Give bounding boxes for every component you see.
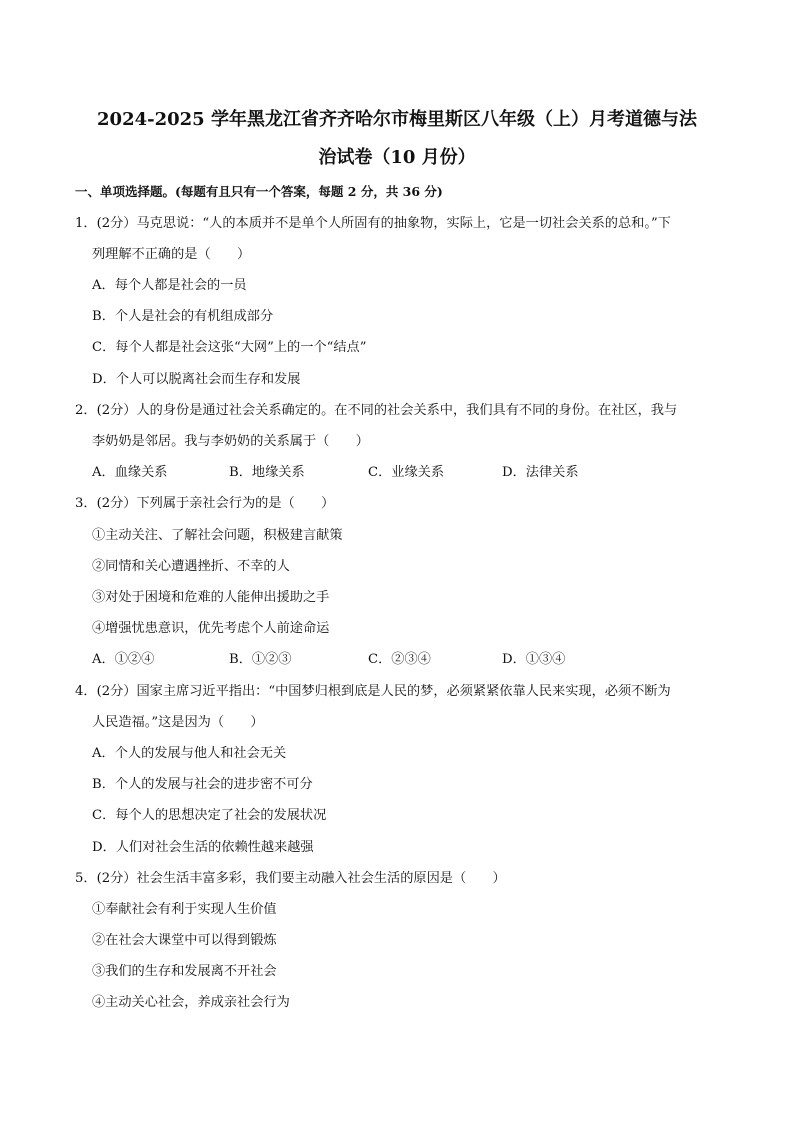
question-1-option-b: B．个人是社会的有机组成部分	[92, 309, 274, 324]
exam-title-line-1: 2024-2025 学年黑龙江省齐齐哈尔市梅里斯区八年级（上）月考道德与法	[97, 109, 697, 130]
question-1-stem-line-2: 列理解不正确的是（ ）	[92, 247, 251, 262]
question-2-option-b: B．地缘关系	[229, 465, 305, 480]
question-5-item-2: ②在社会大课堂中可以得到锻炼	[92, 933, 277, 948]
question-1-option-c: C．每个人都是社会这张“大网”上的一个“结点”	[92, 340, 367, 355]
question-3-option-a: A．①②④	[92, 652, 155, 667]
question-3-stem: 3．(2分）下列属于亲社会行为的是（ ）	[75, 496, 335, 511]
question-3-item-3: ③对处于困境和危难的人能伸出援助之手	[92, 590, 330, 605]
section-heading: 一、单项选择题。(每题有且只有一个答案，每题 2 分，共 36 分)	[75, 184, 443, 199]
question-5-stem: 5．(2分）社会生活丰富多彩，我们要主动融入社会生活的原因是（ ）	[75, 871, 506, 886]
question-2-option-a: A．血缘关系	[92, 465, 168, 480]
question-5-item-1: ①奉献社会有利于实现人生价值	[92, 902, 277, 917]
question-2-stem-line-1: 2．(2分）人的身份是通过社会关系确定的。在不同的社会关系中，我们具有不同的身份。在社区，我与	[75, 403, 678, 418]
question-4-option-b: B．个人的发展与社会的进步密不可分	[92, 777, 313, 792]
exam-title-line-2: 治试卷（10 月份）	[318, 147, 476, 168]
question-4-option-a: A．个人的发展与他人和社会无关	[92, 746, 287, 761]
question-4-stem-line-2: 人民造福。”这是因为（ ）	[92, 715, 264, 730]
question-1-stem-line-1: 1．(2分）马克思说：“人的本质并不是单个人所固有的抽象物，实际上，它是一切社会关系的总和。”下	[75, 216, 671, 231]
question-3-option-d: D．①③④	[502, 652, 566, 667]
question-2-stem-line-2: 李奶奶是邻居。我与李奶奶的关系属于（ ）	[92, 434, 369, 449]
question-4-option-d: D．人们对社会生活的依赖性越来越强	[92, 840, 314, 855]
question-4-stem-line-1: 4．(2分）国家主席习近平指出：“中国梦归根到底是人民的梦，必须紧紧依靠人民来实现，必须不断为	[75, 684, 671, 699]
question-3-option-c: C．②③④	[368, 652, 431, 667]
question-3-option-b: B．①②③	[229, 652, 292, 667]
question-2-option-c: C．业缘关系	[368, 465, 445, 480]
question-2-option-d: D．法律关系	[502, 465, 579, 480]
question-5-item-4: ④主动关心社会，养成亲社会行为	[92, 995, 290, 1010]
question-5-item-3: ③我们的生存和发展离不开社会	[92, 964, 277, 979]
question-1-option-a: A．每个人都是社会的一员	[92, 278, 247, 293]
question-3-item-1: ①主动关注、了解社会问题，积极建言献策	[92, 528, 343, 543]
question-3-item-4: ④增强忧患意识，优先考虑个人前途命运	[92, 621, 330, 636]
question-4-option-c: C．每个人的思想决定了社会的发展状况	[92, 808, 327, 823]
question-3-item-2: ②同情和关心遭遇挫折、不幸的人	[92, 559, 290, 574]
question-1-option-d: D．个人可以脱离社会而生存和发展	[92, 372, 301, 387]
